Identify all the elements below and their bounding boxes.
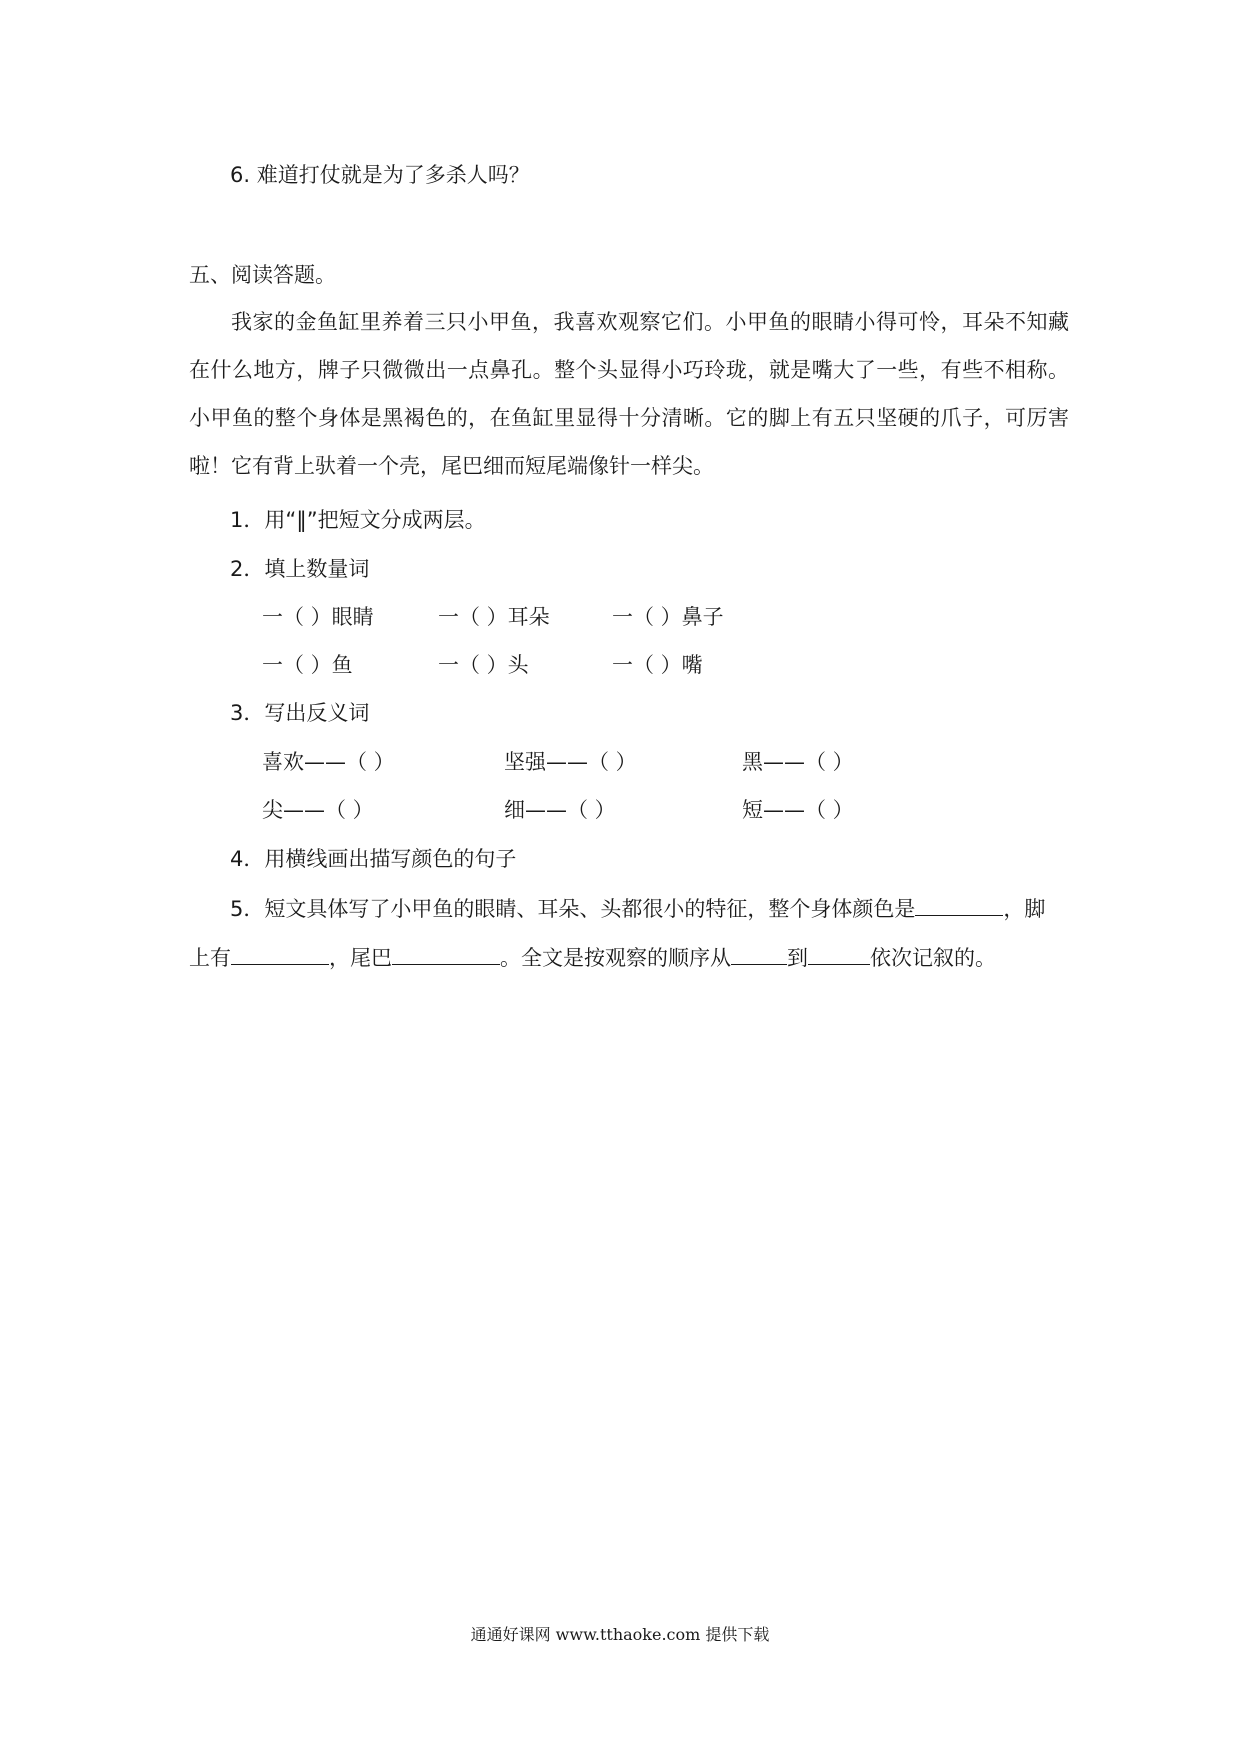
- measure-word-blank: 一（ ）头: [438, 653, 529, 677]
- measure-word-blank: 一（ ）嘴: [612, 653, 703, 677]
- measure-word-blank: 一（ ）眼睛: [262, 605, 374, 629]
- antonym-blank: 黑——（ ）: [742, 750, 854, 774]
- section-heading: 五、阅读答题。: [189, 263, 336, 287]
- measure-word-blank: 一（ ）耳朵: [438, 605, 550, 629]
- answer-blank[interactable]: [231, 942, 329, 965]
- answer-blank[interactable]: [808, 942, 870, 965]
- question-5-text: 。全文是按观察的顺序从: [500, 946, 731, 970]
- question-5-text: ，尾巴: [329, 946, 392, 970]
- question-5-line-1: [230, 893, 1045, 924]
- question-1: 1．用“‖”把短文分成两层。: [230, 508, 486, 532]
- question-5-text: 依次记叙的。: [870, 946, 996, 970]
- antonym-blank: 喜欢——（ ）: [262, 750, 395, 774]
- answer-blank[interactable]: [392, 942, 500, 965]
- question-3: 3．写出反义词: [230, 701, 370, 725]
- question-5-line-2: [189, 942, 996, 973]
- question-4: 4．用横线画出描写颜色的句子: [230, 847, 517, 871]
- question-5-text: 上有: [189, 946, 231, 970]
- measure-word-blank: 一（ ）鱼: [262, 653, 353, 677]
- answer-blank[interactable]: [915, 893, 1003, 916]
- question-5-text: 到: [787, 946, 808, 970]
- question-2: 2．填上数量词: [230, 557, 370, 581]
- antonym-blank: 尖——（ ）: [262, 798, 374, 822]
- antonym-blank: 短——（ ）: [742, 798, 854, 822]
- antonym-blank: 细——（ ）: [504, 798, 616, 822]
- question-5-text: 5．短文具体写了小甲鱼的眼睛、耳朵、头都很小的特征，整个身体颜色是: [230, 897, 916, 921]
- measure-word-blank: 一（ ）鼻子: [612, 605, 724, 629]
- page-footer: 通通好课网 www.tthaoke.com 提供下载: [470, 1625, 770, 1644]
- question-5-text: ，脚: [1003, 897, 1046, 921]
- reading-passage: 我家的金鱼缸里养着三只小甲鱼，我喜欢观察它们。小甲鱼的眼睛小得可怜，耳朵不知藏在什么地方，牌子只微微出一点鼻孔。整个头显得小巧玲珑，就是嘴大了一些，有些不相称。小甲鱼的整个身体是黑褐色的，在鱼缸里显得十分清晰。它的脚上有五只坚硬的爪子，可厉害啦！它有背上驮着一个壳，尾巴细而短尾端像针一样尖。: [189, 310, 1069, 478]
- antonym-blank: 坚强——（ ）: [504, 750, 637, 774]
- answer-blank[interactable]: [731, 942, 787, 965]
- question-6: 6. 难道打仗就是为了多杀人吗？: [230, 163, 530, 187]
